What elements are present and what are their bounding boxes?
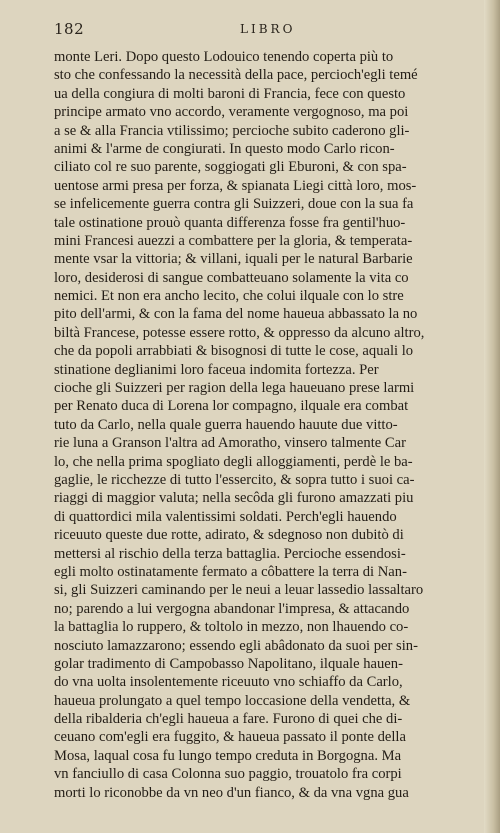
text-line: haueua prolungato a quel tempo loccasione della vendetta, & (54, 692, 411, 709)
text-line: golar tradimento di Campobasso Napolitano, ilquale hauen- (54, 655, 403, 672)
text-line: per Renato duca di Lorena lor compagno, ilquale era combat (54, 398, 409, 415)
text-line: monte Leri. Dopo questo Lodouico tenendo coperta più to (54, 49, 394, 65)
text-line: la battaglia lo ruppero, & toltolo in mezzo, non lhauendo co- (54, 619, 409, 636)
text-line: gaglie, le ricchezze di tutto l'essercito, & sopra tutto i suoi ca- (54, 471, 415, 488)
text-line: lo, che nella prima spogliato degli alloggiamenti, perdè le ba- (54, 453, 413, 470)
text-line: ciliato col re suo parente, soggiogati gli Eburoni, & con spa- (54, 159, 407, 176)
text-line: egli molto ostinatamente fermato a côbattere la terra di Nan- (54, 563, 407, 580)
text-line: mini Francesi auezzi a combattere per la gloria, & temperata- (54, 232, 413, 249)
text-line: do vna uolta insolentemente riceuuto vno schiaffo da Carlo, (54, 674, 403, 691)
page-number: 182 (54, 20, 85, 38)
text-line: sto che confessando la necessità della pace, percioch'egli temé (54, 67, 418, 84)
text-line: di quattordici mila valentissimi soldati. Perch'egli hauendo (54, 508, 397, 525)
body-text (54, 48, 488, 802)
text-line: rie luna a Granson l'altra ad Amoratho, vinsero talmente Car (54, 435, 406, 452)
text-line: mettersi al rischio della terza battaglia. Percioche essendosi- (54, 545, 406, 562)
text-line: stinatione deglianimi loro faceua indomita fortezza. Per (54, 361, 379, 378)
text-line: ua della congiura di molti baroni di Francia, fece con questo (54, 85, 406, 102)
text-line: se infelicemente guerra contra gli Suizzeri, doue con la sua fa (54, 196, 414, 213)
text-line: animi & l'arme de congiurati. In questo modo Carlo ricon- (54, 140, 395, 157)
text-line: uentose armi presa per forza, & spianata Liegi città loro, mos- (54, 177, 417, 194)
text-line: pito dell'armi, & con la fama del nome haueua abbassato la no (54, 306, 418, 323)
text-line: nemici. Et non era ancho lecito, che colui ilquale con lo stre (54, 288, 404, 305)
text-line: biltà Francese, potesse essere rotto, & oppresso da alcuno altro, (54, 324, 425, 341)
text-line: loro, desiderosi di sangue combatteuano solamente la vita co (54, 269, 409, 286)
text-line: nosciuto lamazzarono; essendo egli abâdonato da suoi per sin- (54, 637, 418, 654)
text-line: riceuuto queste due rotte, adirato, & sdegnoso non dubitò di (54, 527, 404, 544)
text-line: a se & alla Francia vtilissimo; percioche subito caderono gli- (54, 122, 410, 139)
text-line: principe armato vno accordo, veramente vergognoso, ma poi (54, 104, 409, 121)
text-line: riaggi di maggior valuta; nella secôda gli furono amazzati piu (54, 490, 414, 507)
text-line: no; parendo a lui vergogna abandonar l'impresa, & attacando (54, 600, 410, 617)
text-line: ceuano com'egli era fuggito, & haueua passato il ponte della (54, 729, 406, 746)
text-line: vn fanciullo di casa Colonna suo paggio, trouatolo fra corpi (54, 766, 402, 783)
text-line: morti lo riconobbe da vn neo d'un fianco, & da vna vgna gua (54, 784, 409, 801)
text-line: cioche gli Suizzeri per ragion della lega haueuano prese larmi (54, 380, 415, 397)
text-line: della ribalderia ch'egli haueua a fare. Furono di quei che di- (54, 711, 403, 728)
running-head: LIBRO (240, 22, 296, 36)
page-header (0, 20, 500, 40)
text-line: che da popoli arrabbiati & bisognosi di tutte le cose, aquali lo (54, 343, 414, 360)
text-line: mente vsar la vittoria; & villani, iquali per le natural Barbarie (54, 251, 413, 268)
text-line: tuto da Carlo, nella quale guerra hauendo hauute due vitto- (54, 416, 398, 433)
text-line: si, gli Suizzeri caminando per le neui a leuar lassedio lassaltaro (54, 582, 424, 599)
text-line: tale ostinatione prouò quanta differenza fosse fra gentil'huo- (54, 214, 406, 231)
text-line: Mosa, laqual cosa fu lungo tempo creduta in Borgogna. Ma (54, 747, 402, 764)
